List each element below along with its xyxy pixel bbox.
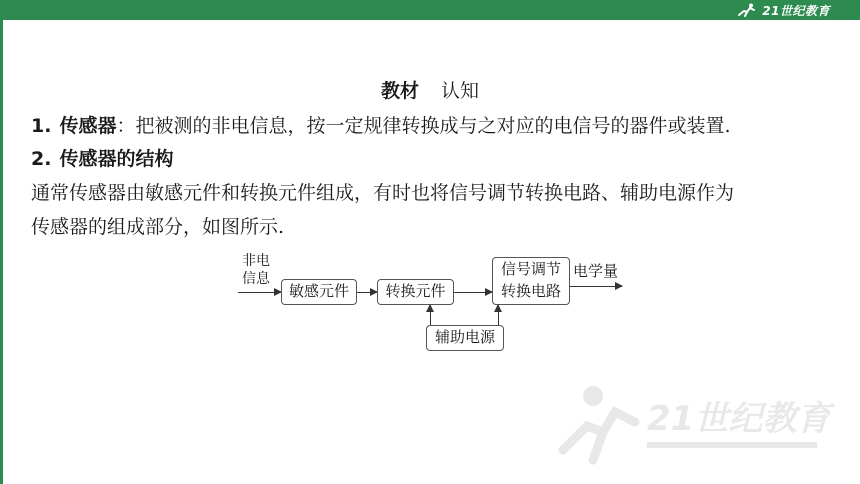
box-signal-conditioning bbox=[492, 257, 570, 305]
box-auxiliary-power: 辅助电源 bbox=[426, 325, 504, 351]
input-label-line1: 非电 bbox=[242, 253, 270, 269]
box-sensing-element: 敏感元件 bbox=[281, 279, 357, 305]
heading-strong: 教材 bbox=[380, 80, 419, 102]
output-label: 电学量 bbox=[573, 262, 619, 280]
runner-logo-icon bbox=[736, 3, 758, 17]
signal-box-line1: 信号调节 bbox=[500, 260, 561, 278]
arrow-power-to-signal bbox=[498, 305, 499, 325]
input-label-line2: 信息 bbox=[242, 271, 270, 287]
arrow-power-to-converting bbox=[430, 305, 431, 325]
input-arrow bbox=[238, 292, 281, 293]
structure-title-line bbox=[31, 144, 173, 171]
arrow-sensing-to-converting bbox=[357, 292, 377, 293]
top-header-bar bbox=[0, 0, 860, 20]
box-converting-element: 转换元件 bbox=[377, 279, 454, 305]
watermark-text: 21世纪教育 bbox=[647, 399, 831, 439]
definition-text: ：把被测的非电信息，按一定规律转换成与之对应的电信号的器件或装置. bbox=[116, 115, 731, 137]
item-number: 2. bbox=[31, 148, 52, 170]
arrow-converting-to-signal bbox=[454, 292, 492, 293]
brand-logo-text: 21世纪教育 bbox=[762, 3, 830, 18]
brand-logo bbox=[736, 2, 830, 18]
item-number: 1. bbox=[31, 115, 52, 137]
output-arrow bbox=[570, 286, 622, 287]
section-heading bbox=[0, 76, 860, 103]
term-structure: 传感器的结构 bbox=[59, 148, 174, 170]
watermark-logo bbox=[555, 380, 835, 470]
sensor-structure-diagram bbox=[230, 248, 650, 356]
signal-box-line2: 转换电路 bbox=[500, 282, 561, 300]
definition-line bbox=[31, 111, 731, 138]
term-sensor: 传感器 bbox=[59, 115, 117, 137]
paragraph-line-1: 通常传感器由敏感元件和转换元件组成，有时也将信号调节转换电路、辅助电源作为 bbox=[31, 182, 735, 204]
heading-light: 认知 bbox=[441, 80, 480, 102]
paragraph-line-2: 传感器的组成部分，如图所示. bbox=[31, 216, 285, 238]
